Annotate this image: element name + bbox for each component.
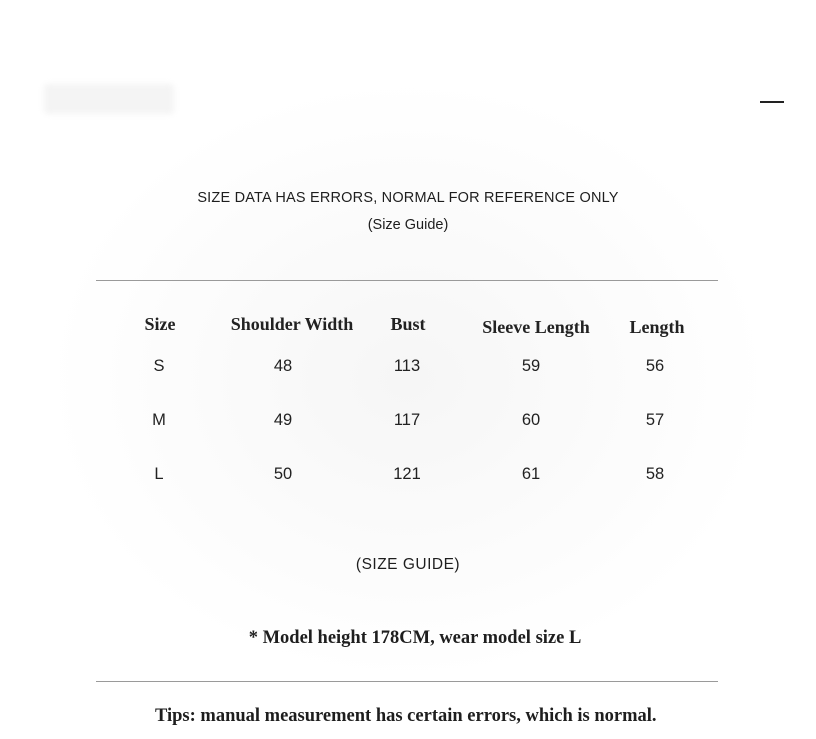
size-disclaimer-heading: SIZE DATA HAS ERRORS, NORMAL FOR REFERENCE ONLY (197, 190, 619, 206)
table-cell-sleeve-length: 59 (521, 357, 541, 375)
top-divider (96, 280, 718, 281)
table-cell-length: 58 (645, 465, 665, 483)
column-header-length: Length (629, 317, 685, 337)
measurement-tips: Tips: manual measurement has certain errors, which is normal. (155, 706, 657, 726)
table-cell-bust: 121 (393, 465, 421, 483)
table-cell-shoulder-width: 48 (273, 357, 293, 375)
table-cell-bust: 113 (393, 357, 421, 375)
table-cell-size: M (152, 411, 166, 429)
table-cell-length: 57 (645, 411, 665, 429)
table-cell-bust: 117 (393, 411, 421, 429)
size-guide-subheading: (Size Guide) (367, 217, 449, 233)
table-cell-sleeve-length: 60 (521, 411, 541, 429)
column-header-shoulder-width: Shoulder Width (230, 314, 354, 334)
column-header-bust: Bust (390, 314, 426, 334)
table-cell-sleeve-length: 61 (521, 465, 541, 483)
table-cell-length: 56 (645, 357, 665, 375)
column-header-sleeve-length: Sleeve Length (482, 317, 590, 337)
minimize-icon[interactable] (760, 101, 784, 103)
blurred-background-shape (44, 84, 174, 114)
table-cell-size: L (154, 465, 164, 483)
table-cell-shoulder-width: 49 (273, 411, 293, 429)
bottom-divider (96, 681, 718, 682)
column-header-size: Size (144, 314, 176, 334)
table-cell-size: S (153, 357, 165, 375)
table-cell-shoulder-width: 50 (273, 465, 293, 483)
model-height-note: * Model height 178CM, wear model size L (248, 628, 582, 648)
size-guide-label: (SIZE GUIDE) (355, 556, 461, 573)
